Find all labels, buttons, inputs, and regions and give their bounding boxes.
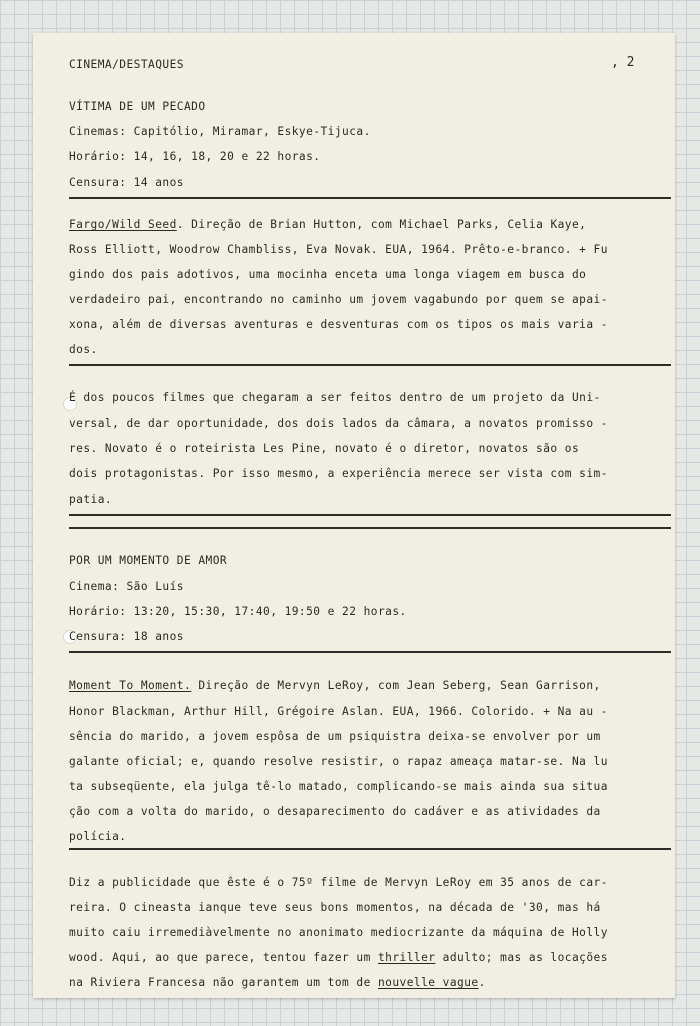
film1-synopsis-line: gindo dos pais adotivos, uma mocinha enceta uma longa viagem em busca do xyxy=(69,268,587,281)
divider xyxy=(69,364,671,366)
film1-cinemas: Cinemas: Capitólio, Miramar, Eskye-Tijuca. xyxy=(69,125,371,138)
film1-synopsis-line: verdadeiro pai, encontrando no caminho um jovem vagabundo por quem se apai- xyxy=(69,293,608,306)
typewritten-page xyxy=(33,33,675,998)
film2-comment-line: na Riviera Francesa não garantem um tom de nouvelle vague. xyxy=(69,976,486,989)
film1-synopsis-line: dos. xyxy=(69,343,98,356)
thriller-term: thriller xyxy=(377,951,436,964)
film1-comment-line: res. Novato é o roteirista Les Pine, novato é o diretor, novatos são os xyxy=(69,442,580,455)
film2-comment-line: wood. Aqui, ao que parece, tentou fazer um thriller adulto; mas as locações xyxy=(69,951,608,964)
film1-title: VÍTIMA DE UM PECADO xyxy=(69,100,206,113)
divider xyxy=(69,197,671,199)
film2-comment-line: reira. O cineasta ianque teve seus bons momentos, na década de '30, mas há xyxy=(69,901,601,914)
nouvelle-vague-term: nouvelle vague xyxy=(377,976,479,989)
film1-comment-line: versal, de dar oportunidade, dos dois lados da câmara, a novatos promisso - xyxy=(69,417,608,430)
film1-original-title: Fargo/Wild Seed xyxy=(69,218,177,231)
film2-comment-line: Diz a publicidade que êste é o 75º filme de Mervyn LeRoy em 35 anos de car- xyxy=(69,876,608,889)
film2-synopsis-line: Moment To Moment. Direção de Mervyn LeRoy, com Jean Seberg, Sean Garrison, xyxy=(69,679,601,692)
divider xyxy=(69,848,671,850)
film2-synopsis-line: Honor Blackman, Arthur Hill, Grégoire Aslan. EUA, 1966. Colorido. + Na au - xyxy=(69,705,608,718)
film1-comment-line: patia. xyxy=(69,493,113,506)
film1-synopsis-line: Ross Elliott, Woodrow Chambliss, Eva Novak. EUA, 1964. Prêto-e-branco. + Fu xyxy=(69,243,608,256)
film2-title: POR UM MOMENTO DE AMOR xyxy=(69,554,228,567)
page-number: , 2 xyxy=(611,55,635,70)
film1-comment-line: dois protagonistas. Por isso mesmo, a experiência merece ser vista com sim- xyxy=(69,467,608,480)
film2-synopsis-line: ção com a volta do marido, o desaparecimento do cadáver e as atividades da xyxy=(69,805,601,818)
film1-censura: Censura: 14 anos xyxy=(69,176,184,189)
film1-synopsis-line: Fargo/Wild Seed. Direção de Brian Hutton, com Michael Parks, Celia Kaye, xyxy=(69,218,587,231)
divider xyxy=(69,527,671,529)
film2-original-title: Moment To Moment. xyxy=(69,679,192,692)
film1-horario: Horário: 14, 16, 18, 20 e 22 horas. xyxy=(69,150,321,163)
film2-comment-line: muito caiu irremediàvelmente no anonimato mediocrizante da máquina de Holly xyxy=(69,926,608,939)
divider xyxy=(69,514,671,516)
film2-synopsis-line: ta subseqüente, ela julga tê-lo matado, complicando-se mais ainda sua situa xyxy=(69,780,608,793)
film2-censura: Censura: 18 anos xyxy=(69,630,184,643)
film1-synopsis-line: xona, além de diversas aventuras e desventuras com os tipos os mais varia - xyxy=(69,318,608,331)
film2-synopsis-line: galante oficial; e, quando resolve resistir, o rapaz ameaça matar-se. Na lu xyxy=(69,755,608,768)
film2-horario: Horário: 13:20, 15:30, 17:40, 19:50 e 22 horas. xyxy=(69,605,407,618)
film2-cinemas: Cinema: São Luís xyxy=(69,580,184,593)
film2-synopsis-line: polícia. xyxy=(69,830,127,843)
divider xyxy=(69,651,671,653)
film1-comment-line: É dos poucos filmes que chegaram a ser feitos dentro de um projeto da Uni- xyxy=(69,391,601,404)
film2-synopsis-line: sência do marido, a jovem espôsa de um psiquistra deixa-se envolver por um xyxy=(69,730,601,743)
section-header: CINEMA/DESTAQUES xyxy=(69,58,184,71)
